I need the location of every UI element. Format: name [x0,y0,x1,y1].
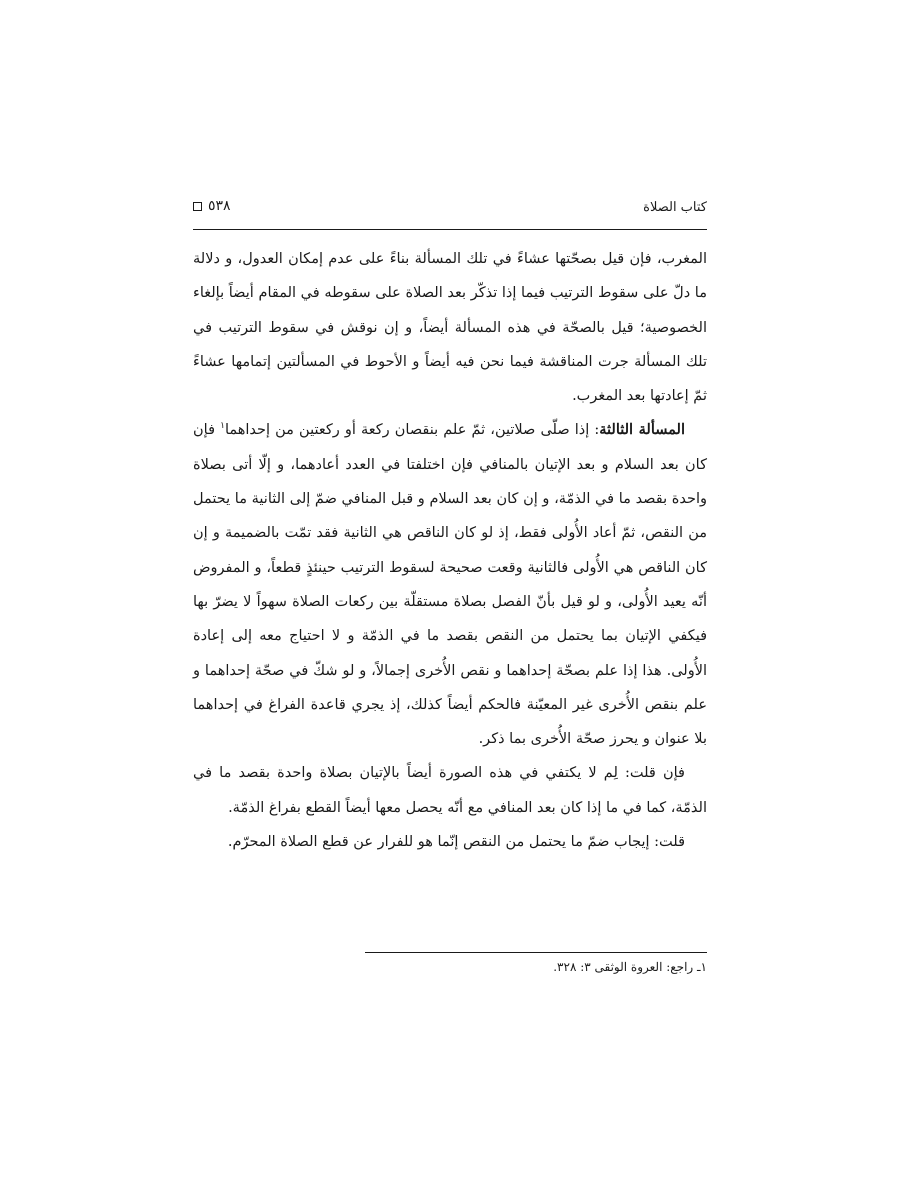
paragraph-2 [193,413,707,756]
paragraph-4: قلت: إيجاب ضمّ ما يحتمل من النقص إنّما هو للفرار عن قطع الصلاة المحرّم. [227,834,685,851]
book-title: كتاب الصلاة [643,200,707,215]
header-divider [193,229,707,230]
page-header [193,198,707,226]
footnote-divider [365,952,707,953]
issue-title: المسألة الثالثة [599,421,686,439]
footnote-reference: ١ [220,421,225,432]
paragraph-1: المغرب، فإن قيل بصحّتها عشاءً في تلك المسألة بناءً على عدم إمكان العدول، و دلالة ما دلّ على سقوط الترتيب فيما إذا تذكّر بعد الصلاة على سقوطه في المقام أيضاً بإلغاء الخصوصية؛ قيل بالصحّة في هذه المسألة أيضاً، و إن نوقش في سقوط الترتيب في تلك المسألة جرت المناقشة فيما نحن فيه أيضاً و الأحوط في المسألتين إتمامها عشاءً ثمّ إعادتها بعد المغرب. [193,251,707,405]
page-number-group [193,198,231,214]
paragraph-3: فإن قلت: لِم لا يكتفي في هذه الصورة أيضاً بالإتيان بصلاة واحدة بقصد ما في الذمّة، كما في ما إذا كان بعد المنافي مع أنّه يحصل معها أيضاً القطع بفراغ الذمّة. [193,765,707,816]
page-number: ٥٣٨ [208,198,231,214]
footnote: ١ـ راجع: العروة الوثقى ٣: ٣٢٨. [553,960,707,974]
main-text [193,242,707,859]
paragraph-2-text-b: فإن كان بعد السلام و بعد الإتيان بالمنافي فإن اختلفتا في العدد أعادهما، و إلّا أتى بصلاة واحدة بقصد ما في الذمّة، و إن كان بعد السلام و قبل المنافي ضمّ إلى الثانية ما يحتمل من النقص، ثمّ أعاد الأُولى فقط، إذ لو كان الناقص هي الثانية فقد تمّت بالضميمة و إن كان الناقص هي الأُولى فالثانية وقعت صحيحة لسقوط الترتيب حينئذٍ قطعاً، و المفروض أنّه يعيد الأُولى، و لو قيل بأنّ الفصل بصلاة مستقلّة بين ركعات الصلاة سهواً لا يضرّ بها فيكفي الإتيان بما يحتمل من النقص بقصد ما في الذمّة و لا احتياج معه إلى إعادة الأُولى. هذا إذا علم بصحّة إحداهما و نقص الأُخرى إجمالاً، و لو شكّ في صحّة إحداهما و علم بنقص الأُخرى غير المعيّنة فالحكم أيضاً كذلك، إذ يجري قاعدة الفراغ في إحداهما بلا عنوان و يحرز صحّة الأُخرى بما ذكر. [193,422,707,748]
paragraph-2-text-a: : إذا صلّى صلاتين، ثمّ علم بنقصان ركعة أو ركعتين من إحداهما [224,422,600,439]
square-box-icon [193,202,202,211]
